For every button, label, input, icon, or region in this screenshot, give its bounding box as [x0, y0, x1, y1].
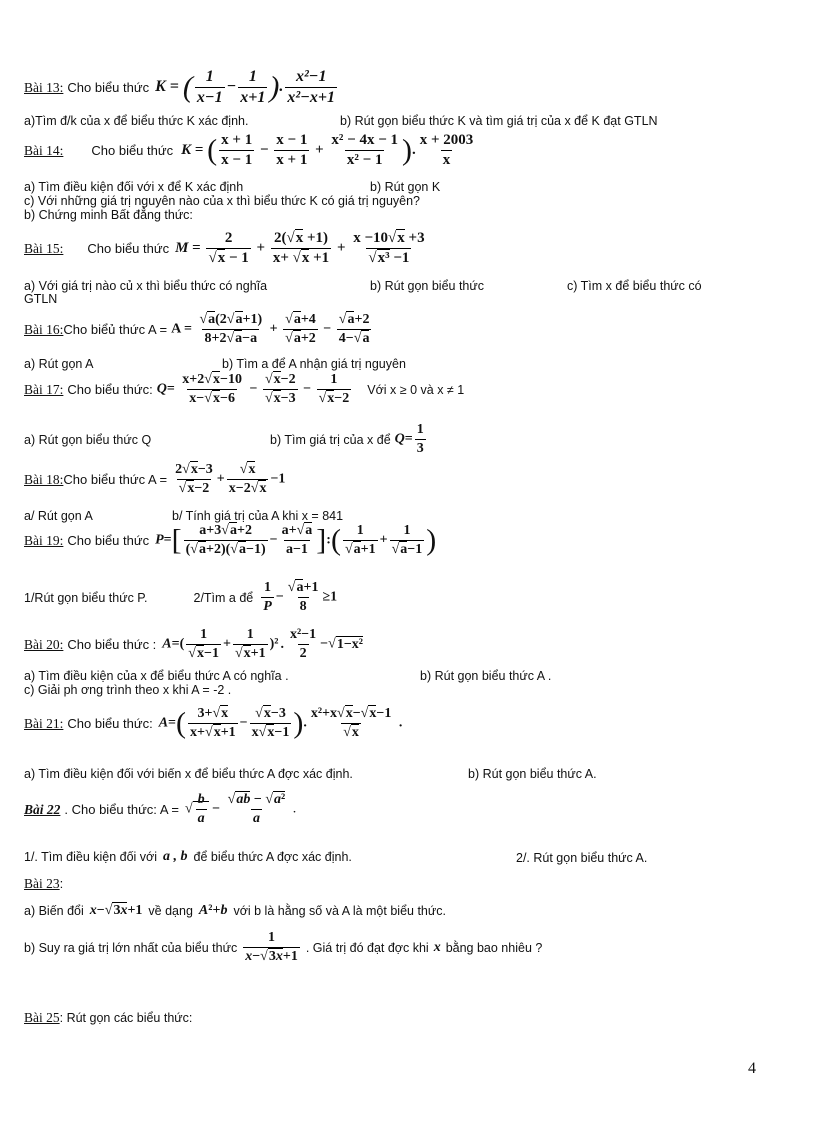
b23-form: A²+b [198, 903, 228, 918]
b21-formula: A=( $\frac{3+√x}{x+√x+1}$ − $\frac{√x-3}{x√x-1}$ ). $\frac{\text{x²+x√x−√x−1}}{√x}$ . [158, 706, 403, 740]
b19-parts [24, 580, 337, 615]
b18-part-a: a/ Rút gọn A [24, 509, 93, 523]
b18-formula: $\frac{2√x-3}{√x-2}$ + $\frac{√x}{x-2√x}$ −1 [175, 462, 286, 496]
b16-intro: Cho biểủ thức A = [63, 322, 168, 337]
b19-part-b: 2/Tìm a để [193, 590, 254, 605]
b15-header [24, 230, 429, 267]
b20-header [24, 627, 363, 662]
b15-part-c: c) Tìm x để biểu thức có [567, 279, 702, 293]
b18-part-b: b/ Tính giá trị của A khi x = 841 [172, 509, 344, 523]
b14-formula: K = ( $\frac{x + 1}{x - 1}$ − $\frac{x - 1}{x + 1}$ + $\frac{\text{x² − 4x − 1}}{\text{x² − 1}}$ ). $\frac{x + 2003}{x}$ [181, 132, 474, 168]
b16-title: Bài 16: [24, 321, 64, 337]
b17-title: Bài 17: [24, 381, 64, 397]
b21-header [24, 706, 402, 741]
b20-intro: Cho biểu thức : [67, 637, 157, 652]
b22-title: Bài 22 [24, 801, 61, 817]
b19-formula: P=[ $\frac{a+3√a+2}{(√a+2)(√a-1)}$ − $\frac{a+√a}{a-1}$ ]:( $\frac{1}{√a+1}$ + $\frac{1}{√a-1}$ ) [155, 523, 437, 557]
b13-part-b: b) Rút gọn biểu thức K và tìm giá trị của x để K đạt GTLN [340, 114, 658, 128]
b23-expr: x−√3x+1 [89, 903, 143, 918]
b13-header [24, 68, 339, 107]
b17-part-b-row [270, 422, 428, 457]
b23-part-a-end: với b là hằng số và A là một biểu thức. [233, 904, 446, 918]
b15-title: Bài 15: [24, 240, 64, 256]
b14-part-c: c) Với những giá trị nguyên nào của x thì biểu thức K có giá trị nguyên? [24, 194, 420, 208]
b17-part-b-formula: Q= $\frac{1}{3}$ [394, 422, 424, 456]
b20-part-c: c) Giải ph ơng trình theo x khi A = -2 . [24, 683, 232, 697]
b17-intro: Cho biểu thức: [67, 382, 153, 397]
b22-vars: a , b [163, 849, 188, 864]
b17-part-b: b) Tìm giá trị của x để [270, 432, 391, 447]
b14-header [24, 132, 477, 169]
b23-part-b-row [24, 930, 542, 965]
b22-part-a: 1/. Tìm điều kiện đối với [24, 850, 158, 864]
b15-part-c-cont: GTLN [24, 292, 58, 306]
b19-title: Bài 19: [24, 532, 64, 548]
b17-part-a: a) Rút gọn biểu thức Q [24, 433, 152, 447]
b23-part-b: b) Suy ra giá trị lớn nhất của biểu thức [24, 940, 238, 955]
b22-part-b: 2/. Rút gọn biểu thức A. [516, 851, 648, 865]
b23-part-a-cont: về dạng [148, 904, 193, 918]
b17-header [24, 372, 464, 407]
b19-part-b-formula: $\frac{1}{P}$ − $\frac{√a+1}{8}$ ≥1 [263, 580, 338, 614]
b25-header [24, 1010, 192, 1026]
b17-formula: Q= $\frac{x+2√x-10}{x-√x-6}$ − $\frac{√x-2}{√x-3}$ − $\frac{1}{√x-2}$ [156, 372, 350, 406]
b23-part-a: a) Biến đổi [24, 904, 84, 918]
b23-part-a-row [24, 903, 446, 919]
b23-fraction: $\frac{1}{x-√3x+1}$ [245, 930, 298, 964]
b22-header [24, 792, 296, 827]
b16-part-a: a) Rút gọn A [24, 357, 94, 371]
b20-formula: A=( $\frac{1}{√x-1}$ + $\frac{1}{√x+1}$ )² . $\frac{\text{x²−1}}{2}$ −√1−x² [162, 627, 364, 661]
b22-formula: √ $\frac{b}{a}$ − $\frac{\text{√ab − √a²}}{a}$ . [184, 792, 297, 826]
b20-part-a: a) Tìm điều kiện của x để biểu thức A có nghĩa . [24, 669, 289, 683]
b14-part-a: a) Tìm điều kiện đối với x để K xác định [24, 180, 244, 194]
b23-part-b-cont: . Giá trị đó đạt đợc khi [305, 940, 429, 955]
b13-intro: Cho biểu thức [67, 80, 150, 95]
b19-header [24, 523, 436, 558]
b22-part-a-cont: để biểu thức A đợc xác định. [193, 850, 352, 864]
b20-part-b: b) Rút gọn biểu thức A . [420, 669, 552, 683]
b22-parts [24, 849, 352, 865]
b21-title: Bài 21: [24, 715, 64, 731]
b25-title: Bài 25 [24, 1010, 60, 1025]
b15-part-b: b) Rút gọn biểu thức [370, 279, 484, 293]
b23-title: Bài 23 [24, 876, 60, 891]
b23-var-x: x [433, 939, 441, 955]
b13-part-a: a)Tìm đ/k của x để biểu thức K xác định. [24, 114, 249, 128]
b14-title: Bài 14: [24, 142, 64, 158]
b16-header [24, 312, 373, 347]
b14-part-b: b) Rút gọn K [370, 180, 441, 194]
b20-title: Bài 20: [24, 636, 64, 652]
b14-intro: Cho biểu thức [91, 143, 174, 158]
b17-condition: Với x ≥ 0 và x ≠ 1 [367, 382, 465, 397]
page-number: 4 [748, 1060, 756, 1077]
b16-formula: A = $\frac{√a(2√a+1)}{8+2√a-a}$ + $\frac{√a+4}{√a+2}$ − $\frac{√a+2}{4-√a}$ [171, 312, 370, 346]
b21-part-b: b) Rút gọn biểu thức A. [468, 767, 597, 781]
b15-formula: M = $\frac{2}{√x - 1}$ + $\frac{2(√x +1)}{x+ √x +1}$ + $\frac{x -10√x +3}{\text{√x³ −1}}$ [175, 230, 425, 266]
b18-header [24, 462, 285, 497]
b14-part-d: b) Chứng minh Bất đẳng thức: [24, 208, 193, 222]
b16-part-b: b) Tìm a để A nhận giá trị nguyên [222, 357, 406, 371]
b23-part-b-end: bằng bao nhiêu ? [445, 940, 543, 955]
b18-intro: Cho biểu thức A = [63, 472, 168, 487]
b13-formula: K = ( $\frac{1}{x-1}$ − $\frac{1}{x+1}$ ). $\frac{\text{x²−1}}{\text{x²−x+1}}$ [155, 68, 336, 106]
b25-intro: : Rút gọn các biểu thức: [59, 1011, 193, 1025]
b22-intro: . Cho biểu thức: A = [64, 802, 179, 817]
b21-intro: Cho biểu thức: [67, 716, 153, 731]
b15-part-a: a) Với giá trị nào củ x thì biểu thức có nghĩa [24, 279, 268, 293]
b15-intro: Cho biểu thức [87, 241, 170, 256]
b18-title: Bài 18: [24, 471, 64, 487]
b19-intro: Cho biểu thức [67, 533, 150, 548]
b21-part-a: a) Tìm điều kiện đối với biến x để biểu thức A đợc xác định. [24, 767, 353, 781]
b13-title: Bài 13: [24, 79, 64, 95]
b23-header: Bài 23: [24, 876, 64, 891]
b19-part-a: 1/Rút gọn biểu thức P. [24, 590, 148, 605]
